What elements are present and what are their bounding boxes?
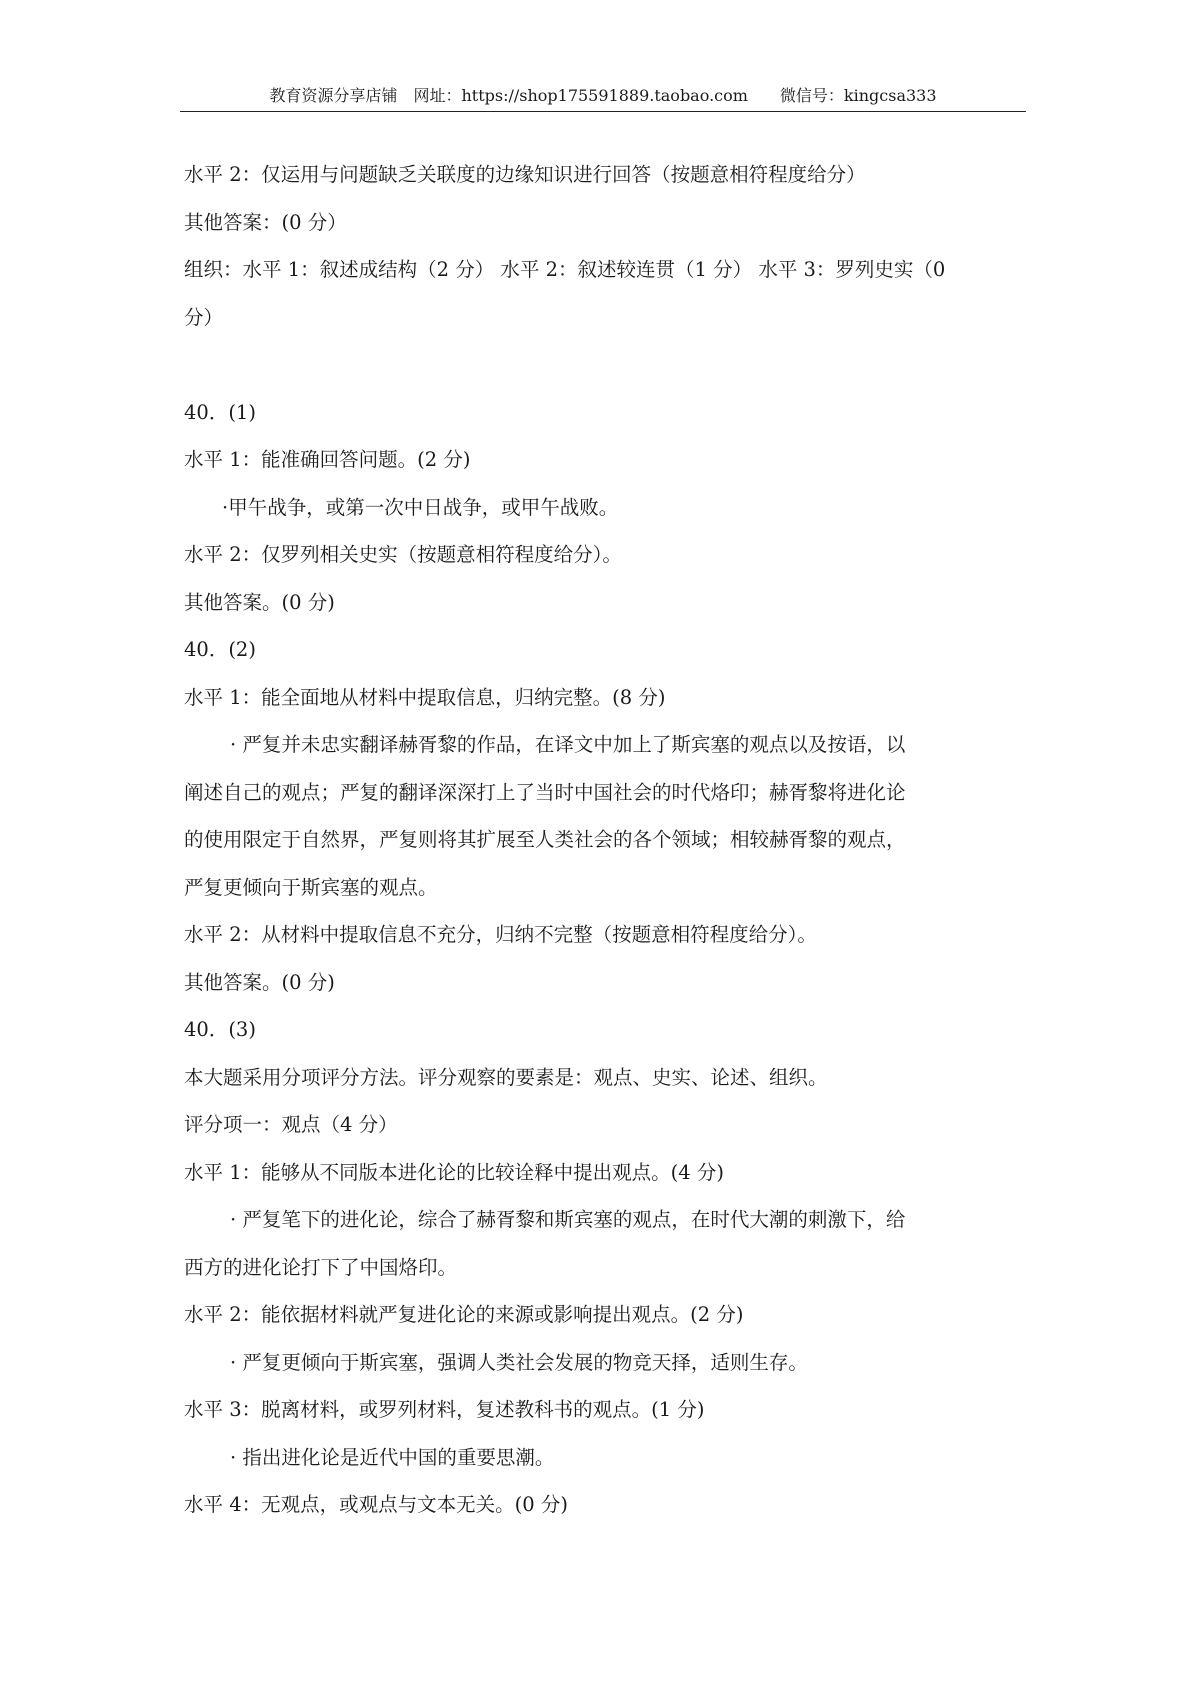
text-line: 水平 2：仅运用与问题缺乏关联度的边缘知识进行回答（按题意相符程度给分） <box>184 163 866 186</box>
header-divider <box>180 111 1026 112</box>
text-line: 水平 3：脱离材料，或罗列材料，复述教科书的观点。(1 分) <box>184 1398 705 1421</box>
text-line: 本大题采用分项评分方法。评分观察的要素是：观点、史实、论述、组织。 <box>184 1065 828 1089</box>
page-header: 教育资源分享店铺 网址：https://shop175591889.taobao.com 微信号：kingcsa333 <box>269 86 937 105</box>
text-line: 水平 2：仅罗列相关史实（按题意相符程度给分）。 <box>184 543 622 566</box>
text-line: 其他答案。(0 分) <box>184 590 335 614</box>
question-number: 40．(2) <box>184 638 256 661</box>
text-line: 组织：水平 1：叙述成结构（2 分） 水平 2：叙述较连贯（1 分） 水平 3：罗列史实（0 <box>184 258 946 281</box>
text-line: 其他答案。(0 分) <box>184 970 335 994</box>
document-body <box>184 151 1029 1529</box>
text-line: 水平 1：能够从不同版本进化论的比较诠释中提出观点。(4 分) <box>184 1160 724 1184</box>
text-line: 其他答案：(0 分） <box>184 210 347 234</box>
text-line: 的使用限定于自然界，严复则将其扩展至人类社会的各个领域；相较赫胥黎的观点， <box>184 828 906 851</box>
text-line: 评分项一：观点（4 分） <box>184 1113 398 1136</box>
answer-point: ·甲午战争，或第一次中日战争，或甲午战败。 <box>222 495 619 519</box>
text-line: 严复更倾向于斯宾塞的观点。 <box>184 875 438 899</box>
text-line: 水平 2：从材料中提取信息不充分，归纳不完整（按题意相符程度给分）。 <box>184 923 817 946</box>
text-line: 西方的进化论打下了中国烙印。 <box>184 1255 458 1279</box>
text-line: 阐述自己的观点；严复的翻译深深打上了当时中国社会的时代烙印；赫胥黎将进化论 <box>184 780 906 804</box>
text-line: 水平 1：能全面地从材料中提取信息，归纳完整。(8 分) <box>184 685 666 709</box>
text-line: 水平 4：无观点，或观点与文本无关。(0 分) <box>184 1493 568 1516</box>
answer-point: · 严复笔下的进化论，综合了赫胥黎和斯宾塞的观点，在时代大潮的刺激下，给 <box>230 1208 906 1231</box>
text-line: 水平 1：能准确回答问题。(2 分) <box>184 448 471 471</box>
text-line: 分） <box>184 305 224 329</box>
answer-point: · 指出进化论是近代中国的重要思潮。 <box>230 1445 555 1469</box>
answer-point: · 严复并未忠实翻译赫胥黎的作品，在译文中加上了斯宾塞的观点以及按语，以 <box>230 733 906 756</box>
text-line: 水平 2：能依据材料就严复进化论的来源或影响提出观点。(2 分) <box>184 1303 744 1326</box>
blank-line <box>184 341 1029 389</box>
answer-point: · 严复更倾向于斯宾塞，强调人类社会发展的物竞天择，适则生存。 <box>230 1350 808 1374</box>
question-number: 40．(3) <box>184 1018 256 1041</box>
question-number: 40．(1) <box>184 400 256 424</box>
